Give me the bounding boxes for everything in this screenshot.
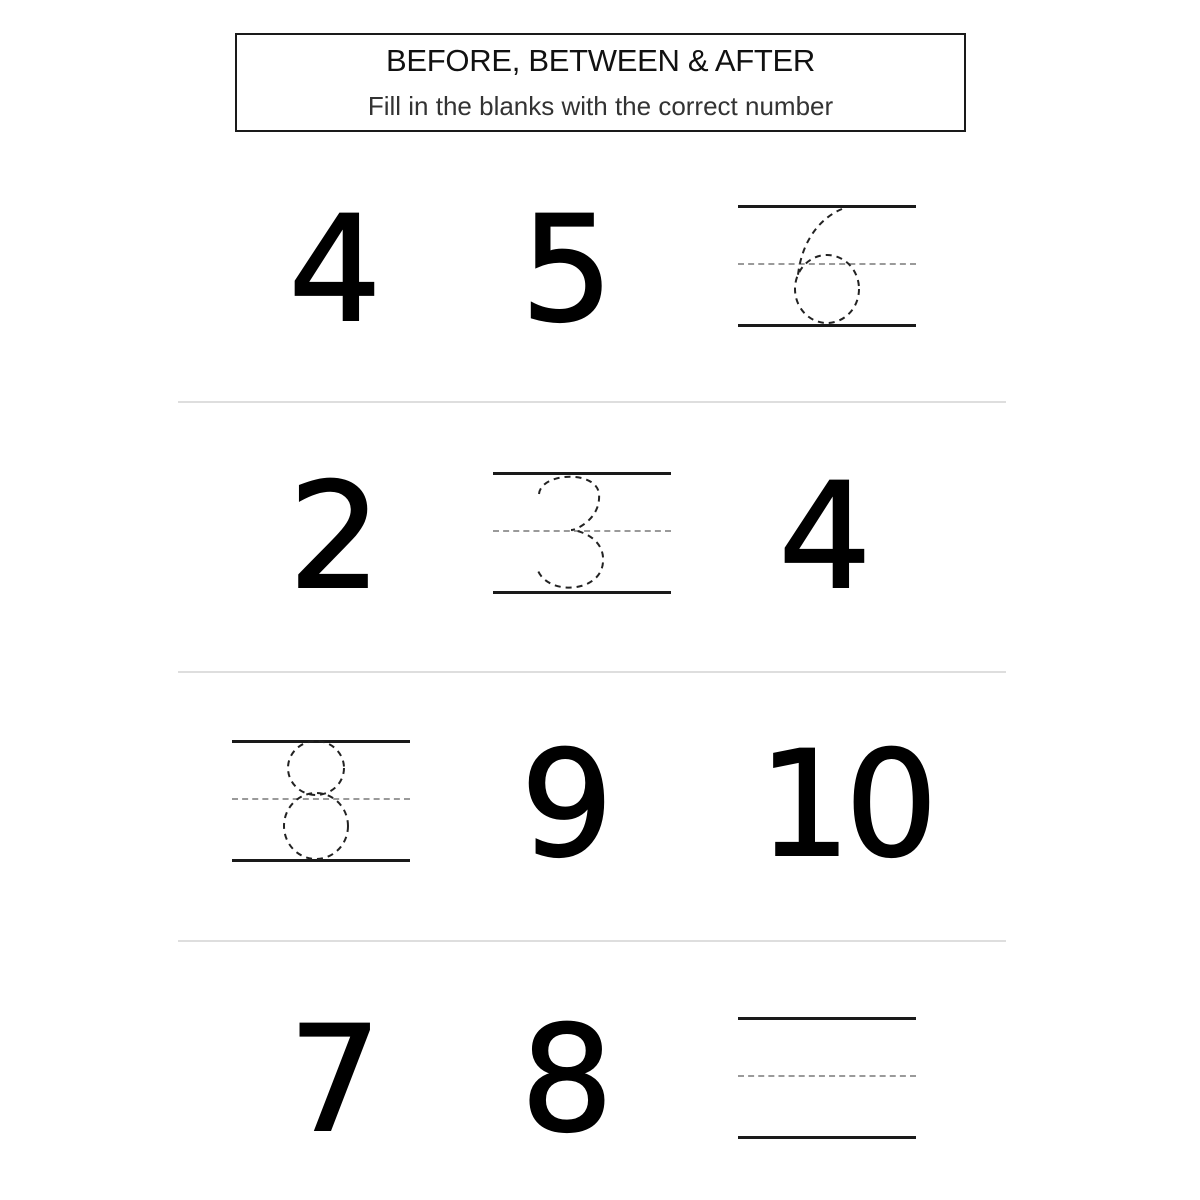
row-3-answer-trace-field[interactable]: [232, 740, 410, 864]
traced-digit-label: 3: [581, 594, 583, 595]
trace-bottom-line: [738, 1136, 916, 1139]
worksheet-instructions: Fill in the blanks with the correct number: [367, 91, 834, 121]
number-digit: 4: [288, 185, 382, 355]
row-3-between-number: [477, 720, 657, 890]
row-divider: [178, 401, 1006, 403]
row-1-answer-trace-field[interactable]: [738, 205, 916, 329]
row-1-between-number: [477, 185, 657, 355]
traced-digit-6: [738, 205, 916, 327]
number-digit: 9: [520, 720, 614, 890]
row-4-before-number: [245, 995, 425, 1165]
row-2-before-number: [245, 452, 425, 622]
row-divider: [178, 671, 1006, 673]
number-digit: 7: [288, 995, 382, 1165]
row-4-answer-blank-field[interactable]: [738, 1017, 916, 1141]
traced-digit-label: 8: [320, 862, 322, 863]
number-digit: 10: [758, 720, 932, 890]
traced-digit-label: 6: [826, 327, 828, 328]
row-3-after-number: [755, 720, 935, 890]
trace-midline: [738, 1075, 916, 1077]
traced-digit-8: [232, 740, 410, 862]
row-4-between-number: [477, 995, 657, 1165]
worksheet-header: [235, 33, 966, 132]
row-1-before-number: [245, 185, 425, 355]
number-digit: 5: [520, 185, 614, 355]
number-digit: 2: [288, 452, 382, 622]
number-digit: 4: [778, 452, 872, 622]
trace-top-line: [738, 1017, 916, 1020]
worksheet-title: BEFORE, BETWEEN & AFTER: [386, 43, 815, 78]
traced-digit-3: [493, 472, 671, 594]
row-2-answer-trace-field[interactable]: [493, 472, 671, 596]
number-digit: 8: [520, 995, 614, 1165]
row-divider: [178, 940, 1006, 942]
row-2-after-number: [735, 452, 915, 622]
